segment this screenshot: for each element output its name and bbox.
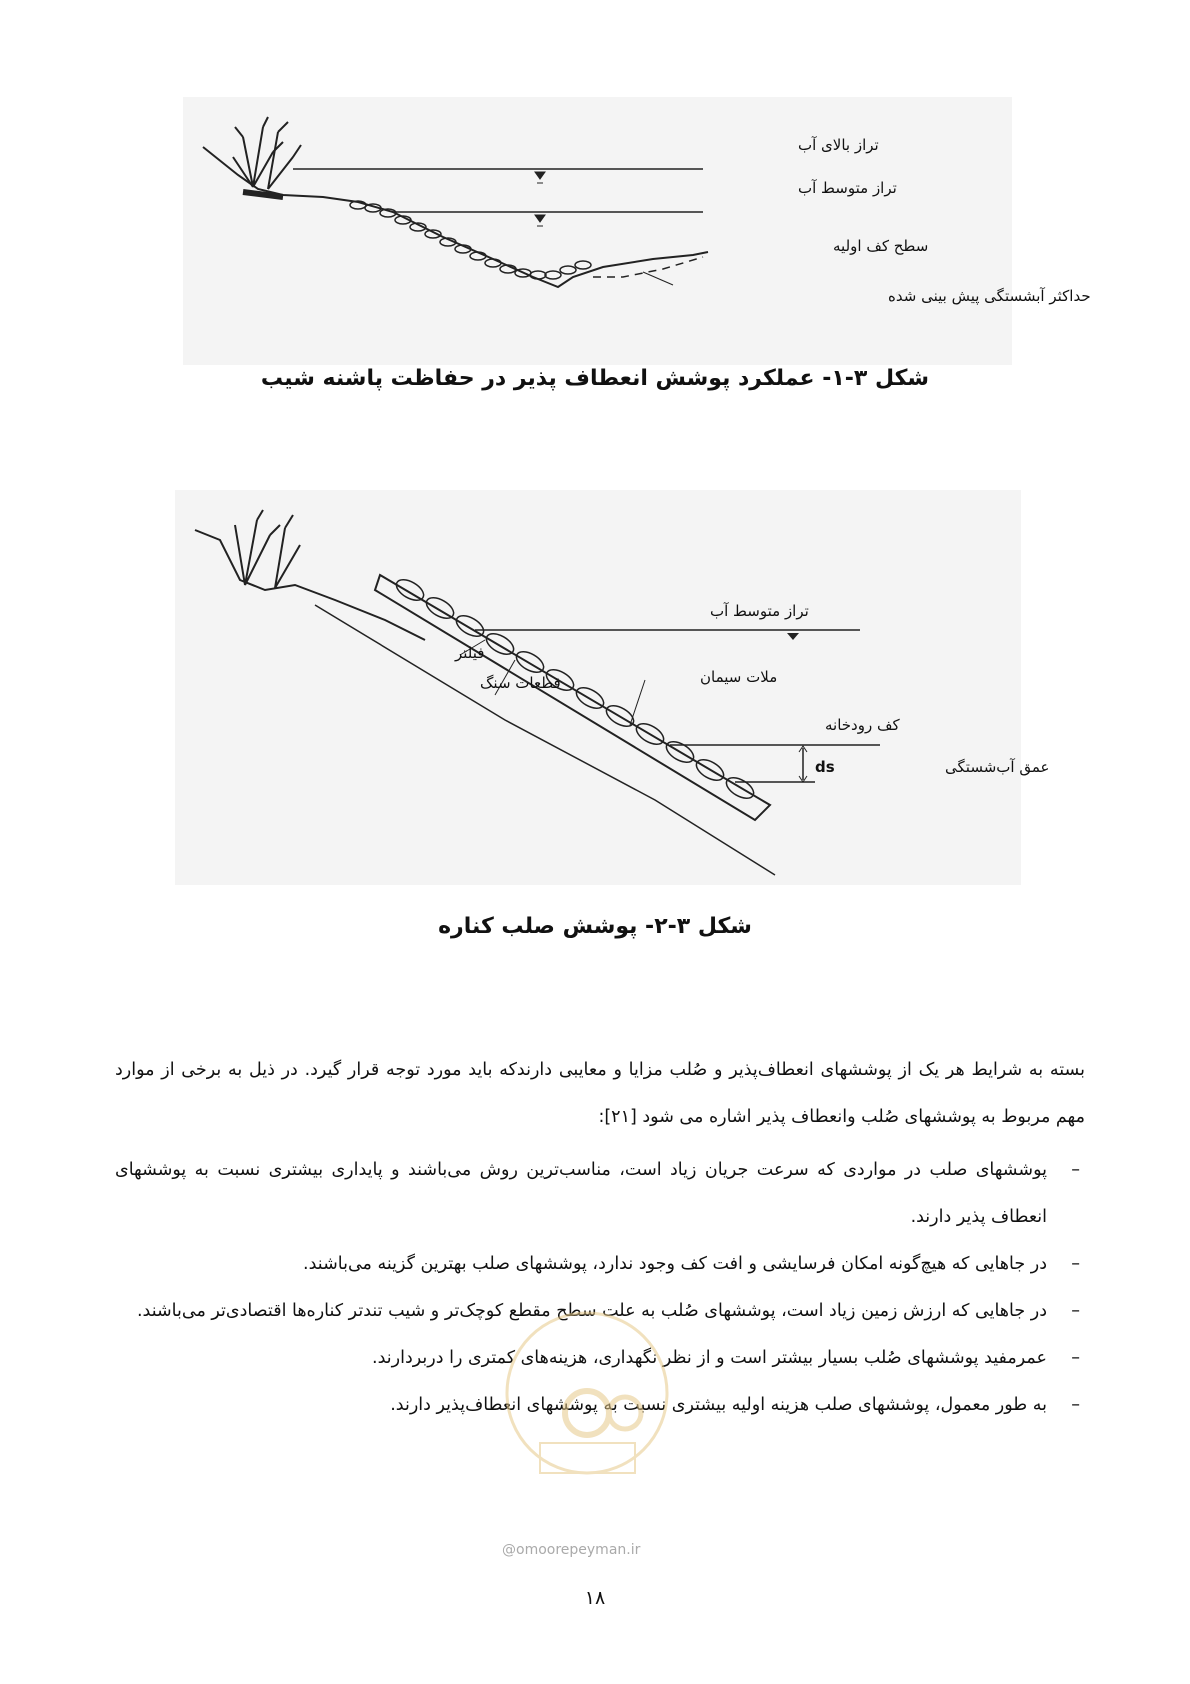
leader-line: [643, 272, 673, 285]
rigid-revetment-diagram: [175, 490, 1050, 885]
figure-2-diagram: [175, 490, 1050, 885]
label-mean-water: تراز متوسط آب: [710, 602, 809, 620]
list-item: – در جاهایی که هیچ‌گونه امکان فرسایشی و افت کف وجود ندارد، پوششهای صلب بهترین گزینه می‌باشند.: [115, 1241, 1085, 1288]
page-number: ۱۸: [584, 1587, 606, 1609]
intro-paragraph: بسته به شرایط هر یک از پوششهای انعطاف‌پذیر و صُلب مزایا و معایبی دارندکه باید مورد توجه قرار گیرد. در ذیل به برخی از موارد مهم مربوط به پوششهای صُلب وانعطاف پذیر اشاره می شود [۲۱]:: [115, 1060, 1085, 1127]
flexible-revetment-diagram: [183, 97, 1091, 365]
bush-icon: [235, 510, 300, 588]
label-riverbed: کف رودخانه: [825, 716, 900, 734]
figure-1-caption: شکل ۳-۱- عملکرد پوشش انعطاف پذیر در حفاظت پاشنه شیب: [260, 366, 930, 391]
list-item: – به طور معمول، پوششهای صلب هزینه اولیه بیشتری نسبت به پوششهای انعطاف‌پذیر دارند.: [115, 1382, 1085, 1429]
list-item: – پوششهای صلب در مواردی که سرعت جریان زیاد است، مناسب‌ترین روش می‌باشند و پایداری بیشتری نسبت به پوششهای انعطاف پذیر دارند.: [115, 1147, 1085, 1241]
label-mortar: ملات سیمان: [700, 668, 778, 686]
figure-2-caption: شکل ۳-۲- پوشش صلب کناره: [438, 914, 752, 939]
label-max-scour: حداکثر آبشستگی پیش بینی شده: [888, 287, 1091, 305]
list-item: – عمرمفید پوششهای صُلب بسیار بیشتر است و از نظر نگهداری، هزینه‌های کمتری را دربردارند.: [115, 1335, 1085, 1382]
label-ds: ds: [815, 758, 835, 776]
water-level-icon: [535, 172, 545, 183]
watermark-url: @omoorepeyman.ir: [502, 1542, 641, 1558]
water-level-icon: [535, 215, 545, 226]
label-filter: فیلتر: [455, 644, 485, 662]
label-mean-water: تراز متوسط آب: [798, 179, 897, 197]
label-scour-depth: عمق آب‌شستگی: [945, 758, 1050, 776]
label-stones: قطعات سنگ: [480, 674, 561, 692]
label-high-water: تراز بالای آب: [798, 136, 879, 154]
bush-icon: [233, 117, 301, 197]
water-level-icon: [787, 633, 799, 640]
watermark-logo: [500, 1283, 675, 1503]
label-initial-bed: سطح کف اولیه: [833, 237, 929, 255]
figure-1-diagram: [183, 97, 1091, 365]
list-item: – در جاهایی که ارزش زمین زیاد است، پوششهای صُلب به علت سطح مقطع کوچک‌تر و شیب تندتر کناره‌ها اقتصادی‌تر می‌باشند.: [115, 1288, 1085, 1335]
